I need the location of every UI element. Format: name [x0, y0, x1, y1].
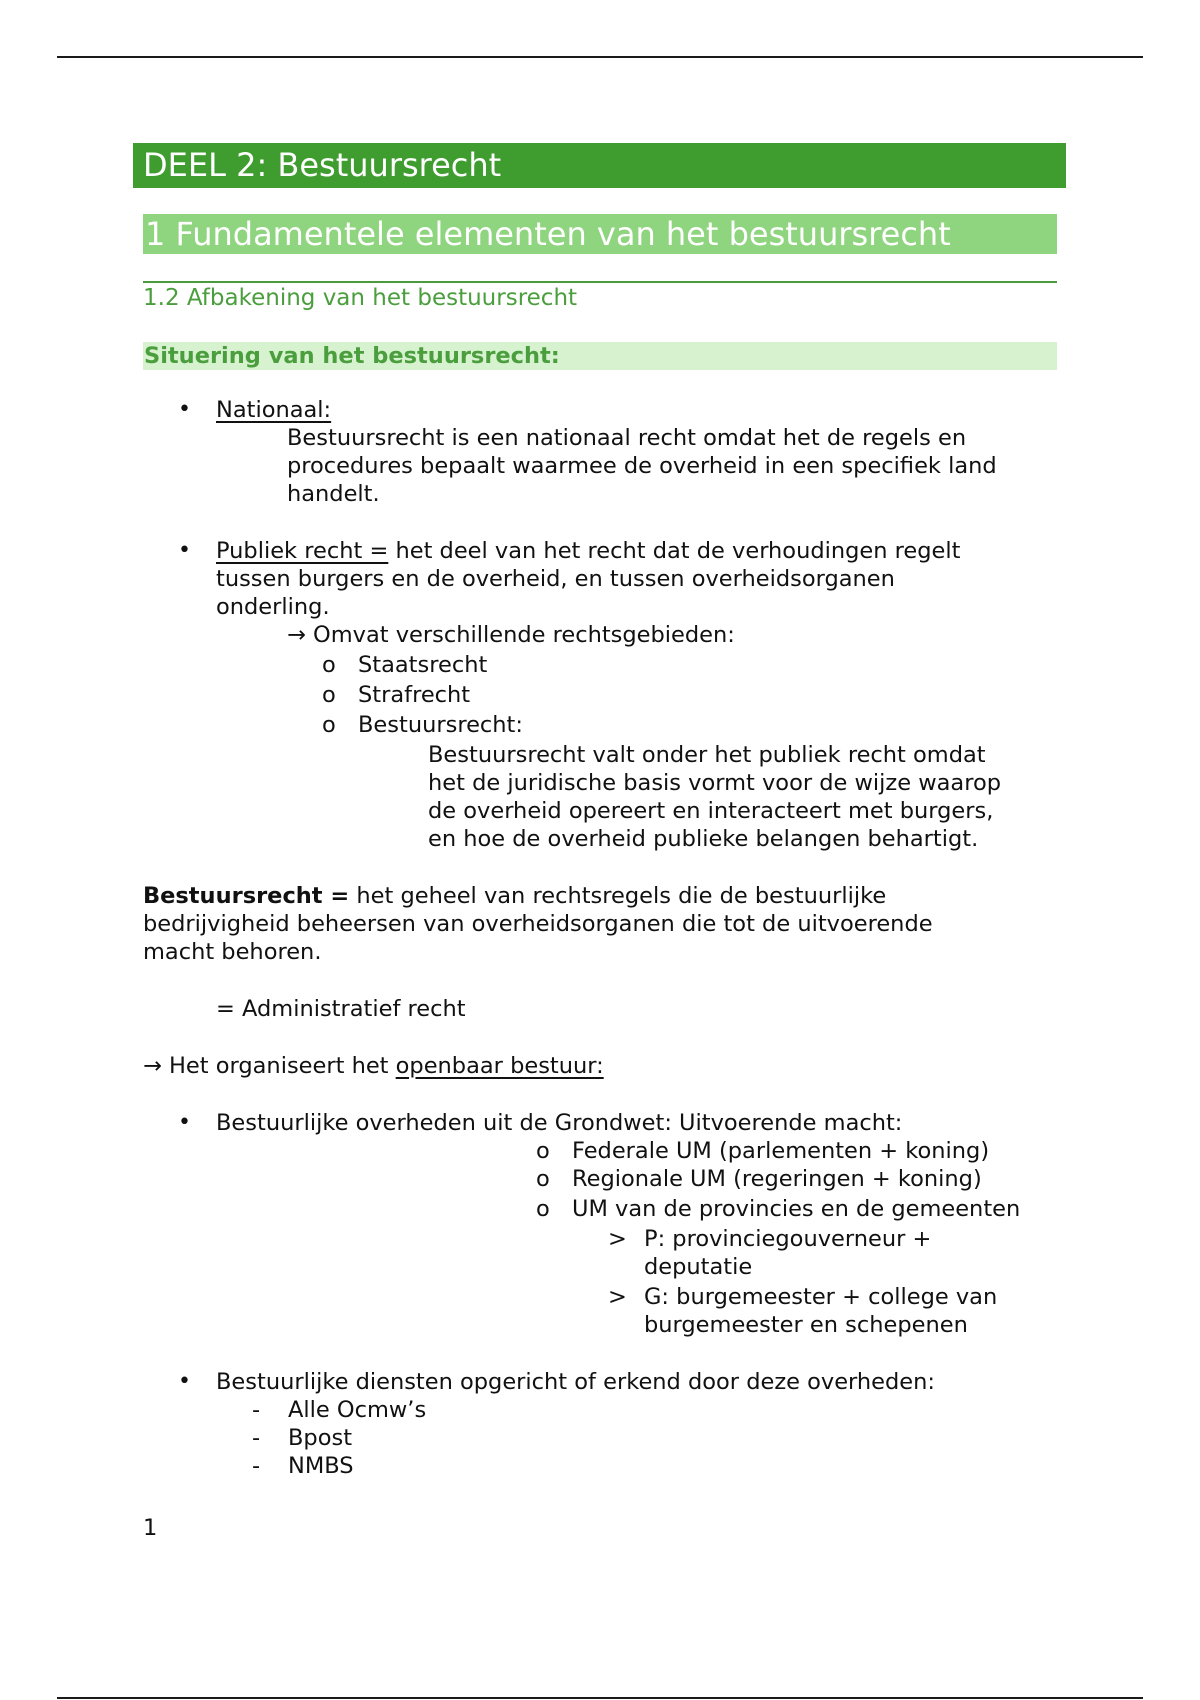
- sub-marker: o: [322, 712, 336, 738]
- publiek-recht-line: [216, 537, 960, 565]
- definition-line: macht behoren.: [143, 939, 322, 965]
- page-number: 1: [143, 1515, 158, 1541]
- dash-marker: -: [252, 1397, 261, 1423]
- definition-text: het geheel van rechtsregels die de bestuurlijke: [349, 883, 887, 909]
- bestuursrecht-explanation-line: en hoe de overheid publieke belangen behartigt.: [428, 826, 979, 852]
- header-rule: [57, 56, 1143, 58]
- bullet-marker: •: [178, 397, 191, 422]
- publiek-line: tussen burgers en de overheid, en tussen overheidsorganen: [216, 566, 895, 592]
- uitvoerende-macht-item: Federale UM (parlementen + koning): [572, 1138, 990, 1164]
- sub-marker: o: [322, 652, 336, 678]
- uitvoerende-macht-item: UM van de provincies en de gemeenten: [572, 1196, 1021, 1222]
- uitvoerende-macht-item: Regionale UM (regeringen + koning): [572, 1166, 982, 1192]
- dienst-item: Alle Ocmw’s: [288, 1397, 427, 1423]
- definition-line: [143, 882, 886, 910]
- dash-marker: -: [252, 1425, 261, 1451]
- bullet-marker: •: [178, 1110, 191, 1135]
- publiek-recht-term: Publiek recht =: [216, 538, 389, 564]
- sub-marker: o: [322, 682, 336, 708]
- publiek-recht-definition: het deel van het recht dat de verhoudingen regelt: [388, 538, 961, 564]
- openbaar-bestuur-term: openbaar bestuur:: [395, 1053, 604, 1079]
- nested-item-line: deputatie: [644, 1254, 753, 1280]
- part-heading: DEEL 2: Bestuursrecht: [133, 143, 1066, 188]
- rechtsgebieden-intro: → Omvat verschillende rechtsgebieden:: [287, 622, 735, 648]
- bullet-marker: •: [178, 538, 191, 563]
- sub-marker: o: [536, 1138, 550, 1164]
- nested-marker: >: [608, 1284, 627, 1310]
- nested-item-line: burgemeester en schepenen: [644, 1312, 968, 1338]
- nested-item-line: P: provinciegouverneur +: [644, 1226, 932, 1252]
- nationaal-line: handelt.: [287, 481, 380, 507]
- publiek-line: onderling.: [216, 594, 330, 620]
- dienst-item: Bpost: [288, 1425, 353, 1451]
- rechtsgebied-item: Strafrecht: [358, 682, 471, 708]
- definition-term: Bestuursrecht =: [143, 883, 350, 909]
- chapter-heading: 1 Fundamentele elementen van het bestuursrecht: [143, 214, 1057, 254]
- overheden-text: Bestuurlijke overheden uit de Grondwet: Uitvoerende macht:: [216, 1110, 903, 1136]
- bestuursrecht-explanation-line: het de juridische basis vormt voor de wijze waarop: [428, 770, 1002, 796]
- diensten-text: Bestuurlijke diensten opgericht of erkend door deze overheden:: [216, 1369, 935, 1395]
- organiseert-line: [143, 1052, 604, 1080]
- bestuursrecht-explanation-line: Bestuursrecht valt onder het publiek recht omdat: [428, 742, 986, 768]
- bullet-marker: •: [178, 1369, 191, 1394]
- rechtsgebied-item: Staatsrecht: [358, 652, 488, 678]
- nested-item-line: G: burgemeester + college van: [644, 1284, 998, 1310]
- bestuursrecht-explanation-line: de overheid opereert en interacteert met burgers,: [428, 798, 994, 824]
- nested-marker: >: [608, 1226, 627, 1252]
- synonym: = Administratief recht: [216, 996, 466, 1022]
- dienst-item: NMBS: [288, 1453, 354, 1479]
- dash-marker: -: [252, 1453, 261, 1479]
- organiseert-prefix: → Het organiseert het: [143, 1053, 396, 1079]
- nationaal-line: Bestuursrecht is een nationaal recht omdat het de regels en: [287, 425, 967, 451]
- sub-marker: o: [536, 1166, 550, 1192]
- rechtsgebied-item: Bestuursrecht:: [358, 712, 523, 738]
- subsection-heading: Situering van het bestuursrecht:: [143, 342, 1057, 370]
- nationaal-line: procedures bepaalt waarmee de overheid in een specifiek land: [287, 453, 997, 479]
- nationaal-term: Nationaal:: [216, 397, 332, 423]
- sub-marker: o: [536, 1196, 550, 1222]
- footer-rule: [57, 1697, 1143, 1699]
- definition-line: bedrijvigheid beheersen van overheidsorganen die tot de uitvoerende: [143, 911, 933, 937]
- section-heading: 1.2 Afbakening van het bestuursrecht: [143, 285, 578, 311]
